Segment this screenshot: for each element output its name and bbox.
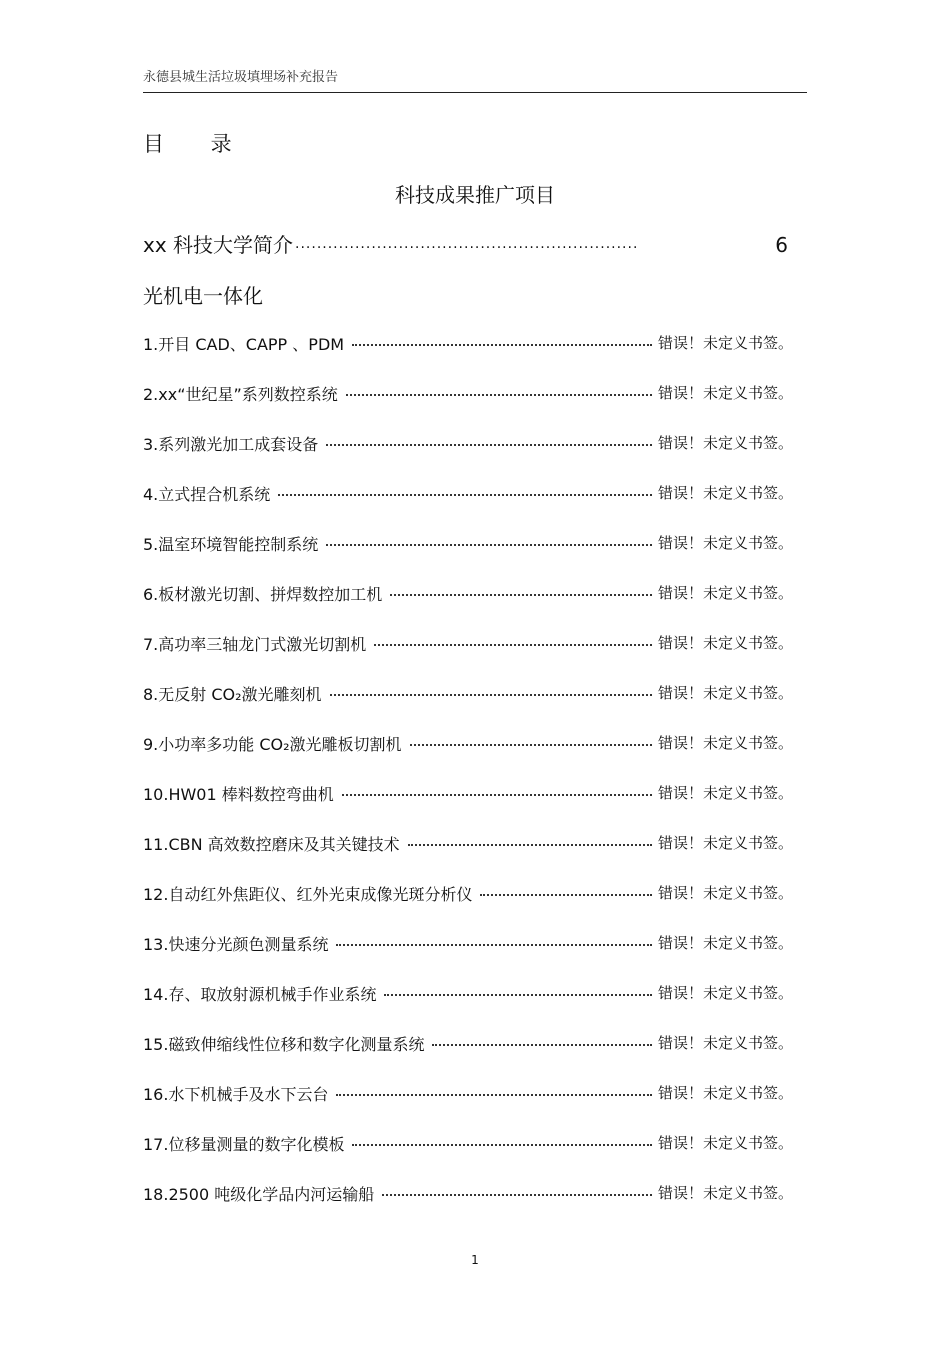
toc-leader bbox=[336, 930, 652, 946]
toc-entry-label: 15.磁致伸缩线性位移和数字化测量系统 bbox=[143, 1035, 425, 1054]
toc-entry-label: 14.存、取放射源机械手作业系统 bbox=[143, 985, 377, 1004]
toc-leader bbox=[342, 780, 652, 796]
toc-entry-label: 12.自动红外焦距仪、红外光束成像光斑分析仪 bbox=[143, 885, 473, 904]
toc-heading: 目 录 bbox=[143, 132, 252, 156]
toc-entry-error: 错误！未定义书签。 bbox=[657, 634, 793, 652]
toc-entry-label: 17.位移量测量的数字化模板 bbox=[143, 1135, 345, 1154]
toc-entry-label: 4.立式捏合机系统 bbox=[143, 485, 271, 504]
toc-entry-error: 错误！未定义书签。 bbox=[657, 934, 793, 952]
toc-entry-label: 7.高功率三轴龙门式激光切割机 bbox=[143, 635, 367, 654]
toc-entry-label: 11.CBN 高效数控磨床及其关键技术 bbox=[143, 835, 400, 854]
toc-entry[interactable] bbox=[143, 730, 793, 780]
toc-entry-error: 错误！未定义书签。 bbox=[657, 1084, 793, 1102]
toc-leader bbox=[384, 980, 652, 996]
toc-entry-label: 18.2500 吨级化学品内河运输船 bbox=[143, 1185, 375, 1204]
toc-entry-error: 错误！未定义书签。 bbox=[657, 484, 793, 502]
toc-entry[interactable] bbox=[143, 480, 793, 530]
toc-entry-list bbox=[143, 330, 793, 1230]
toc-entry-error: 错误！未定义书签。 bbox=[657, 784, 793, 802]
toc-leader bbox=[410, 730, 652, 746]
toc-leader bbox=[326, 530, 652, 546]
toc-intro-page: 6 bbox=[775, 233, 788, 257]
toc-entry-label: 5.温室环境智能控制系统 bbox=[143, 535, 319, 554]
toc-entry-label: 1.开目 CAD、CAPP 、PDM bbox=[143, 335, 345, 354]
toc-leader bbox=[278, 480, 652, 496]
toc-entry-label: 10.HW01 棒料数控弯曲机 bbox=[143, 785, 334, 804]
toc-entry[interactable] bbox=[143, 1130, 793, 1180]
toc-entry-error: 错误！未定义书签。 bbox=[657, 434, 793, 452]
toc-entry[interactable] bbox=[143, 330, 793, 380]
page-number: 1 bbox=[471, 1253, 479, 1267]
toc-entry[interactable] bbox=[143, 530, 793, 580]
toc-entry-error: 错误！未定义书签。 bbox=[657, 734, 793, 752]
toc-entry[interactable] bbox=[143, 930, 793, 980]
toc-entry-error: 错误！未定义书签。 bbox=[657, 684, 793, 702]
group-title: 光机电一体化 bbox=[143, 284, 263, 308]
toc-leader bbox=[326, 430, 652, 446]
toc-entry-error: 错误！未定义书签。 bbox=[657, 1184, 793, 1202]
toc-intro-row[interactable] bbox=[143, 229, 788, 258]
toc-entry-label: 9.小功率多功能 CO₂激光雕板切割机 bbox=[143, 735, 402, 754]
toc-leader bbox=[432, 1030, 652, 1046]
toc-entry[interactable] bbox=[143, 630, 793, 680]
toc-entry-label: 13.快速分光颜色测量系统 bbox=[143, 935, 329, 954]
toc-leader bbox=[352, 330, 652, 346]
toc-entry-label: 3.系列激光加工成套设备 bbox=[143, 435, 319, 454]
toc-entry-error: 错误！未定义书签。 bbox=[657, 1034, 793, 1052]
toc-entry-error: 错误！未定义书签。 bbox=[657, 984, 793, 1002]
toc-entry[interactable] bbox=[143, 680, 793, 730]
toc-entry-error: 错误！未定义书签。 bbox=[657, 534, 793, 552]
running-header: 永德县城生活垃圾填埋场补充报告 bbox=[143, 70, 339, 85]
toc-entry-error: 错误！未定义书签。 bbox=[657, 334, 793, 352]
toc-entry-label: 8.无反射 CO₂激光雕刻机 bbox=[143, 685, 322, 704]
toc-entry[interactable] bbox=[143, 430, 793, 480]
toc-entry-error: 错误！未定义书签。 bbox=[657, 1134, 793, 1152]
toc-leader bbox=[382, 1180, 652, 1196]
toc-entry[interactable] bbox=[143, 880, 793, 930]
toc-entry[interactable] bbox=[143, 780, 793, 830]
toc-intro-leader: ······························································· bbox=[295, 240, 639, 256]
toc-leader bbox=[336, 1080, 652, 1096]
toc-leader bbox=[408, 830, 652, 846]
toc-leader bbox=[330, 680, 652, 696]
toc-entry-label: 2.xx“世纪星”系列数控系统 bbox=[143, 385, 338, 404]
toc-leader bbox=[480, 880, 652, 896]
toc-entry[interactable] bbox=[143, 980, 793, 1030]
header-rule bbox=[143, 92, 807, 93]
toc-leader bbox=[352, 1130, 652, 1146]
toc-entry-error: 错误！未定义书签。 bbox=[657, 384, 793, 402]
toc-entry[interactable] bbox=[143, 380, 793, 430]
toc-entry[interactable] bbox=[143, 830, 793, 880]
toc-entry[interactable] bbox=[143, 1180, 793, 1230]
toc-entry-label: 16.水下机械手及水下云台 bbox=[143, 1085, 329, 1104]
toc-leader bbox=[390, 580, 652, 596]
section-title: 科技成果推广项目 bbox=[395, 183, 555, 207]
toc-entry[interactable] bbox=[143, 1030, 793, 1080]
toc-leader bbox=[374, 630, 652, 646]
toc-entry-label: 6.板材激光切割、拼焊数控加工机 bbox=[143, 585, 383, 604]
toc-entry-error: 错误！未定义书签。 bbox=[657, 884, 793, 902]
toc-entry-error: 错误！未定义书签。 bbox=[657, 584, 793, 602]
toc-entry-error: 错误！未定义书签。 bbox=[657, 834, 793, 852]
toc-entry[interactable] bbox=[143, 580, 793, 630]
toc-leader bbox=[346, 380, 652, 396]
toc-intro-label: xx 科技大学简介 bbox=[143, 233, 294, 257]
toc-entry[interactable] bbox=[143, 1080, 793, 1130]
